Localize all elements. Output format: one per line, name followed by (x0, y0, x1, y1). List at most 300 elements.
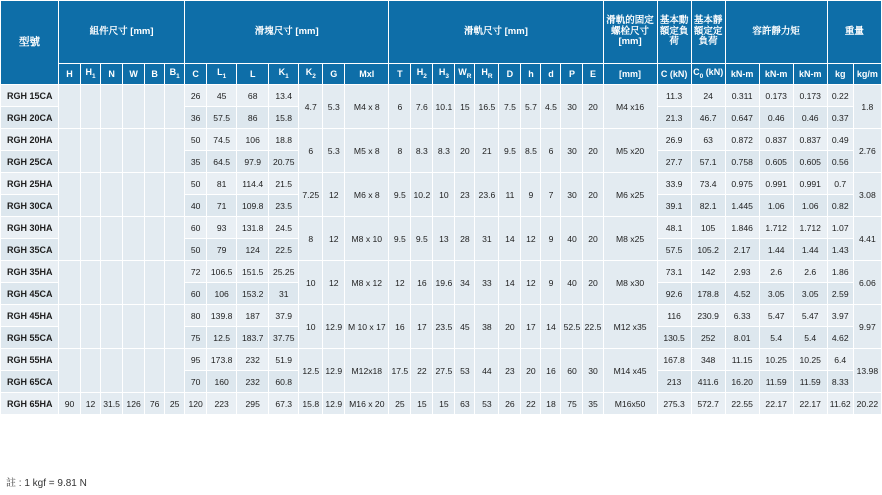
cell-value: 0.605 (793, 151, 827, 173)
cell-value: 6 (389, 85, 411, 129)
cell-model: RGH 30HA (1, 217, 59, 239)
cell-value: M12 x35 (603, 305, 657, 349)
cell-value: 187 (237, 305, 269, 327)
cell-value: 30 (561, 129, 583, 173)
cell-value: 10 (299, 305, 323, 349)
cell-value: 106 (207, 283, 237, 305)
cell-value: 213 (657, 371, 691, 393)
cell-value: 20 (521, 349, 541, 393)
header-group-boltsize: 滑軌的固定螺栓尺寸 [mm] (603, 1, 657, 64)
cell-value: 1.86 (827, 261, 853, 283)
cell-value: 39.1 (657, 195, 691, 217)
cell-value: 0.49 (827, 129, 853, 151)
cell-value: 33 (475, 261, 499, 305)
cell-value: 38 (475, 305, 499, 349)
cell-value: 45 (207, 85, 237, 107)
cell-value: 21.5 (269, 173, 299, 195)
cell-value: 20.75 (269, 151, 299, 173)
cell-value: 5.7 (521, 85, 541, 129)
cell-value: 30 (583, 349, 603, 393)
subheader-K1: $K_1$ (269, 64, 299, 85)
cell-model: RGH 55HA (1, 349, 59, 371)
cell-value: 8 (389, 129, 411, 173)
cell-value: 37.9 (269, 305, 299, 327)
cell-value: 1.06 (793, 195, 827, 217)
cell-value: 37.75 (269, 327, 299, 349)
cell-value (101, 305, 123, 349)
subheader-d: d (541, 64, 561, 85)
cell-value: 1.06 (759, 195, 793, 217)
cell-value: 0.173 (759, 85, 793, 107)
cell-value: 114.4 (237, 173, 269, 195)
cell-value: 6.4 (827, 349, 853, 371)
cell-value: 71 (207, 195, 237, 217)
cell-value: 12 (389, 261, 411, 305)
cell-value: 23.5 (269, 195, 299, 217)
cell-value (59, 349, 81, 393)
cell-value (59, 217, 81, 261)
cell-value: 4.62 (827, 327, 853, 349)
cell-value: 1.44 (793, 239, 827, 261)
cell-value (123, 217, 145, 261)
subheader-E: E (583, 64, 603, 85)
cell-value: 1.44 (759, 239, 793, 261)
cell-value: 22.5 (269, 239, 299, 261)
cell-value: 12.9 (323, 393, 345, 415)
subheader-H1: $H_1$ (81, 64, 101, 85)
cell-value: 12.9 (323, 305, 345, 349)
cell-value: 0.37 (827, 107, 853, 129)
cell-model: RGH 65HA (1, 393, 59, 415)
subheader-WR: $W_R$ (455, 64, 475, 85)
cell-value: 106.5 (207, 261, 237, 283)
cell-value: 63 (691, 129, 725, 151)
cell-value: 7.5 (499, 85, 521, 129)
cell-value: 26.9 (657, 129, 691, 151)
cell-model: RGH 55CA (1, 327, 59, 349)
cell-value: 0.647 (725, 107, 759, 129)
cell-value: 4.7 (299, 85, 323, 129)
cell-value: 3.05 (759, 283, 793, 305)
subheader-K2: $K_2$ (299, 64, 323, 85)
header-model: 型號 (1, 1, 59, 85)
subheader-h: h (521, 64, 541, 85)
cell-value: 22.17 (793, 393, 827, 415)
subheader-dynamic-unit: C (kN) (657, 64, 691, 85)
cell-value: 14 (541, 305, 561, 349)
cell-model: RGH 25CA (1, 151, 59, 173)
cell-value: 0.7 (827, 173, 853, 195)
cell-value: M 10 x 17 (345, 305, 389, 349)
cell-value (59, 85, 81, 129)
cell-value: 5.47 (759, 305, 793, 327)
cell-value: 11.15 (725, 349, 759, 371)
cell-value: 1.712 (793, 217, 827, 239)
cell-value: 50 (185, 129, 207, 151)
cell-value: 25 (389, 393, 411, 415)
cell-value: 23 (499, 349, 521, 393)
table-row (1, 261, 882, 283)
cell-value: 5.4 (759, 327, 793, 349)
cell-value: 6.06 (853, 261, 881, 305)
subheader-bolt-unit: [mm] (603, 64, 657, 85)
cell-value: 12 (521, 217, 541, 261)
cell-value: 0.605 (759, 151, 793, 173)
cell-value: 40 (185, 195, 207, 217)
cell-value: 24.5 (269, 217, 299, 239)
cell-value (165, 349, 185, 393)
cell-value: 9 (541, 217, 561, 261)
cell-value: 44 (475, 349, 499, 393)
cell-value: 9.5 (411, 217, 433, 261)
cell-value: 92.6 (657, 283, 691, 305)
cell-value: 223 (207, 393, 237, 415)
cell-value: 173.8 (207, 349, 237, 371)
cell-value: 82.1 (691, 195, 725, 217)
table-row (1, 305, 882, 327)
subheader-D: D (499, 64, 521, 85)
cell-value (59, 261, 81, 305)
cell-value: 74.5 (207, 129, 237, 151)
cell-value: 31.5 (101, 393, 123, 415)
cell-value: 90 (59, 393, 81, 415)
cell-value (81, 129, 101, 173)
cell-value: 15 (411, 393, 433, 415)
cell-value: 131.8 (237, 217, 269, 239)
cell-value: 0.56 (827, 151, 853, 173)
cell-value: 57.1 (691, 151, 725, 173)
cell-value: 60 (185, 217, 207, 239)
cell-value: 105 (691, 217, 725, 239)
cell-value: 45 (455, 305, 475, 349)
cell-value: 7 (541, 173, 561, 217)
cell-value: 22 (411, 349, 433, 393)
cell-value: 75 (185, 327, 207, 349)
cell-value: 20 (499, 305, 521, 349)
header-group-static: 基本靜額定定負荷 (691, 1, 725, 64)
cell-value: M14 x45 (603, 349, 657, 393)
cell-value (101, 129, 123, 173)
cell-value: 0.837 (759, 129, 793, 151)
cell-value (81, 173, 101, 217)
cell-value (123, 129, 145, 173)
cell-value: 4.5 (541, 85, 561, 129)
cell-value: 20 (583, 261, 603, 305)
cell-value: 0.758 (725, 151, 759, 173)
cell-value (59, 305, 81, 349)
cell-value: 10.25 (759, 349, 793, 371)
cell-value: 12 (81, 393, 101, 415)
subheader-weight-rail-unit: kg/m (853, 64, 881, 85)
cell-value: 2.6 (793, 261, 827, 283)
cell-value: 0.872 (725, 129, 759, 151)
subheader-weight-block-unit: kg (827, 64, 853, 85)
cell-value (81, 85, 101, 129)
cell-value: 73.1 (657, 261, 691, 283)
cell-value: 23.6 (475, 173, 499, 217)
table-row (1, 85, 882, 107)
cell-value: 60.8 (269, 371, 299, 393)
cell-value: 57.5 (207, 107, 237, 129)
table-row (1, 129, 882, 151)
cell-value (123, 349, 145, 393)
subheader-P: P (561, 64, 583, 85)
cell-value: 40 (561, 217, 583, 261)
cell-value: 12.5 (207, 327, 237, 349)
cell-value: 35 (583, 393, 603, 415)
cell-value: 13 (433, 217, 455, 261)
cell-value: 106 (237, 129, 269, 151)
cell-value: M16 x 20 (345, 393, 389, 415)
cell-value: 10 (299, 261, 323, 305)
cell-value: 8 (299, 217, 323, 261)
cell-model: RGH 35CA (1, 239, 59, 261)
cell-value: 60 (185, 283, 207, 305)
cell-value: 12 (323, 173, 345, 217)
cell-value: 4.41 (853, 217, 881, 261)
subheader-MR-unit: kN-m (725, 64, 759, 85)
cell-value: 75 (561, 393, 583, 415)
cell-value: 16 (389, 305, 411, 349)
cell-value: 6.33 (725, 305, 759, 327)
cell-value: 183.7 (237, 327, 269, 349)
cell-value: 97.9 (237, 151, 269, 173)
cell-value: 13.98 (853, 349, 881, 393)
cell-value: 10.2 (411, 173, 433, 217)
cell-value: 36 (185, 107, 207, 129)
cell-value: 63 (455, 393, 475, 415)
cell-value: 20 (583, 173, 603, 217)
cell-value: 5.47 (793, 305, 827, 327)
cell-value: M12x18 (345, 349, 389, 393)
subheader-W: W (123, 64, 145, 85)
cell-value: 3.05 (793, 283, 827, 305)
cell-value: 31 (475, 217, 499, 261)
subheader-B1: $B_1$ (165, 64, 185, 85)
cell-value: 7.25 (299, 173, 323, 217)
cell-value: 30 (561, 173, 583, 217)
cell-value: 0.46 (759, 107, 793, 129)
cell-value (165, 85, 185, 129)
cell-value: 3.97 (827, 305, 853, 327)
cell-value: 48.1 (657, 217, 691, 239)
cell-value: 1.712 (759, 217, 793, 239)
cell-value: 79 (207, 239, 237, 261)
subheader-H2: $H_2$ (411, 64, 433, 85)
cell-value (123, 85, 145, 129)
cell-value: 27.7 (657, 151, 691, 173)
cell-value: 109.8 (237, 195, 269, 217)
cell-value: 9.5 (389, 217, 411, 261)
cell-value: 26 (499, 393, 521, 415)
cell-value: 0.311 (725, 85, 759, 107)
cell-value: 14 (499, 217, 521, 261)
cell-value: 232 (237, 349, 269, 371)
cell-value: M5 x20 (603, 129, 657, 173)
cell-value: 2.6 (759, 261, 793, 283)
cell-model: RGH 15CA (1, 85, 59, 107)
cell-value: 81 (207, 173, 237, 195)
cell-value (59, 129, 81, 173)
subheader-static-unit: $C_0$ (kN) (691, 64, 725, 85)
cell-value: 5.3 (323, 129, 345, 173)
cell-value: 8.33 (827, 371, 853, 393)
cell-value: M8 x25 (603, 217, 657, 261)
cell-value: 4.52 (725, 283, 759, 305)
subheader-L1: $L_1$ (207, 64, 237, 85)
cell-value: 10.25 (793, 349, 827, 371)
cell-value: 76 (145, 393, 165, 415)
cell-value: 10.1 (433, 85, 455, 129)
cell-value: M5 x 8 (345, 129, 389, 173)
cell-value: 53 (455, 349, 475, 393)
cell-value: 8.01 (725, 327, 759, 349)
cell-value: 1.445 (725, 195, 759, 217)
cell-model: RGH 20HA (1, 129, 59, 151)
cell-value: 67.3 (269, 393, 299, 415)
cell-value: 22.5 (583, 305, 603, 349)
cell-value: M8 x 12 (345, 261, 389, 305)
cell-value (165, 305, 185, 349)
cell-value: 20.22 (853, 393, 881, 415)
cell-value: 31 (269, 283, 299, 305)
cell-value: 348 (691, 349, 725, 371)
cell-value: 35 (185, 151, 207, 173)
cell-value: 22.17 (759, 393, 793, 415)
cell-value: 46.7 (691, 107, 725, 129)
cell-value: 0.975 (725, 173, 759, 195)
cell-value: 275.3 (657, 393, 691, 415)
cell-value: 23 (455, 173, 475, 217)
cell-value: M16x50 (603, 393, 657, 415)
header-group-assembly: 組件尺寸 [mm] (59, 1, 185, 64)
cell-value: 9.97 (853, 305, 881, 349)
cell-value (81, 217, 101, 261)
table-row (1, 217, 882, 239)
cell-value: 70 (185, 371, 207, 393)
cell-value (145, 85, 165, 129)
cell-model: RGH 35HA (1, 261, 59, 283)
subheader-H: H (59, 64, 81, 85)
table-row (1, 349, 882, 371)
cell-value: 8.3 (433, 129, 455, 173)
cell-value (81, 261, 101, 305)
cell-value: 20 (583, 217, 603, 261)
cell-value: 16.5 (475, 85, 499, 129)
cell-value: 11.59 (793, 371, 827, 393)
cell-value (123, 173, 145, 217)
cell-value: 80 (185, 305, 207, 327)
cell-value: 16.20 (725, 371, 759, 393)
cell-value: 572.7 (691, 393, 725, 415)
cell-value: 3.08 (853, 173, 881, 217)
cell-value (145, 173, 165, 217)
cell-value: 2.93 (725, 261, 759, 283)
cell-value: 34 (455, 261, 475, 305)
header-group-weight: 重量 (827, 1, 881, 64)
cell-value: 28 (455, 217, 475, 261)
table-row (1, 173, 882, 195)
cell-value: 232 (237, 371, 269, 393)
subheader-L: L (237, 64, 269, 85)
cell-value: M4 x 8 (345, 85, 389, 129)
cell-value (59, 173, 81, 217)
cell-value: 93 (207, 217, 237, 239)
cell-value: 50 (185, 239, 207, 261)
cell-value: 25.25 (269, 261, 299, 283)
cell-value: 26 (185, 85, 207, 107)
cell-value: 295 (237, 393, 269, 415)
cell-value: 11.3 (657, 85, 691, 107)
cell-value: 0.991 (793, 173, 827, 195)
cell-value: 153.2 (237, 283, 269, 305)
cell-value: 12.9 (323, 349, 345, 393)
cell-value (145, 349, 165, 393)
cell-value: 95 (185, 349, 207, 371)
cell-value (101, 349, 123, 393)
cell-model: RGH 45CA (1, 283, 59, 305)
cell-value: 50 (185, 173, 207, 195)
subheader-C: C (185, 64, 207, 85)
cell-value: 53 (475, 393, 499, 415)
table-row (1, 393, 882, 415)
cell-value: 15.8 (299, 393, 323, 415)
cell-value: M8 x30 (603, 261, 657, 305)
cell-model: RGH 25HA (1, 173, 59, 195)
cell-value: 1.8 (853, 85, 881, 129)
cell-value (145, 129, 165, 173)
subheader-MY-unit: kN-m (793, 64, 827, 85)
cell-value: 1.07 (827, 217, 853, 239)
cell-value: 12 (323, 217, 345, 261)
cell-value (145, 217, 165, 261)
cell-value: 20 (583, 129, 603, 173)
cell-value: 139.8 (207, 305, 237, 327)
subheader-G: G (323, 64, 345, 85)
cell-value: 12 (323, 261, 345, 305)
cell-value: 178.8 (691, 283, 725, 305)
cell-value: 160 (207, 371, 237, 393)
cell-value: 130.5 (657, 327, 691, 349)
cell-value: 15 (455, 85, 475, 129)
cell-value: 2.59 (827, 283, 853, 305)
cell-value: 51.9 (269, 349, 299, 371)
cell-value: 16 (411, 261, 433, 305)
cell-value (123, 261, 145, 305)
cell-value (81, 349, 101, 393)
subheader-Mxl: Mxl (345, 64, 389, 85)
cell-value: 60 (561, 349, 583, 393)
cell-value: 12.5 (299, 349, 323, 393)
cell-value: 2.76 (853, 129, 881, 173)
cell-model: RGH 65CA (1, 371, 59, 393)
subheader-MP-unit: kN-m (759, 64, 793, 85)
cell-value: 22 (521, 393, 541, 415)
cell-value: 86 (237, 107, 269, 129)
cell-value: 40 (561, 261, 583, 305)
cell-value: 11.59 (759, 371, 793, 393)
cell-value: 17.5 (389, 349, 411, 393)
cell-value: 25 (165, 393, 185, 415)
subheader-T: T (389, 64, 411, 85)
subheader-HR: $H_R$ (475, 64, 499, 85)
cell-value: 8.3 (411, 129, 433, 173)
cell-value: 16 (541, 349, 561, 393)
cell-value: 124 (237, 239, 269, 261)
cell-value: 252 (691, 327, 725, 349)
cell-value (81, 305, 101, 349)
cell-value: 68 (237, 85, 269, 107)
